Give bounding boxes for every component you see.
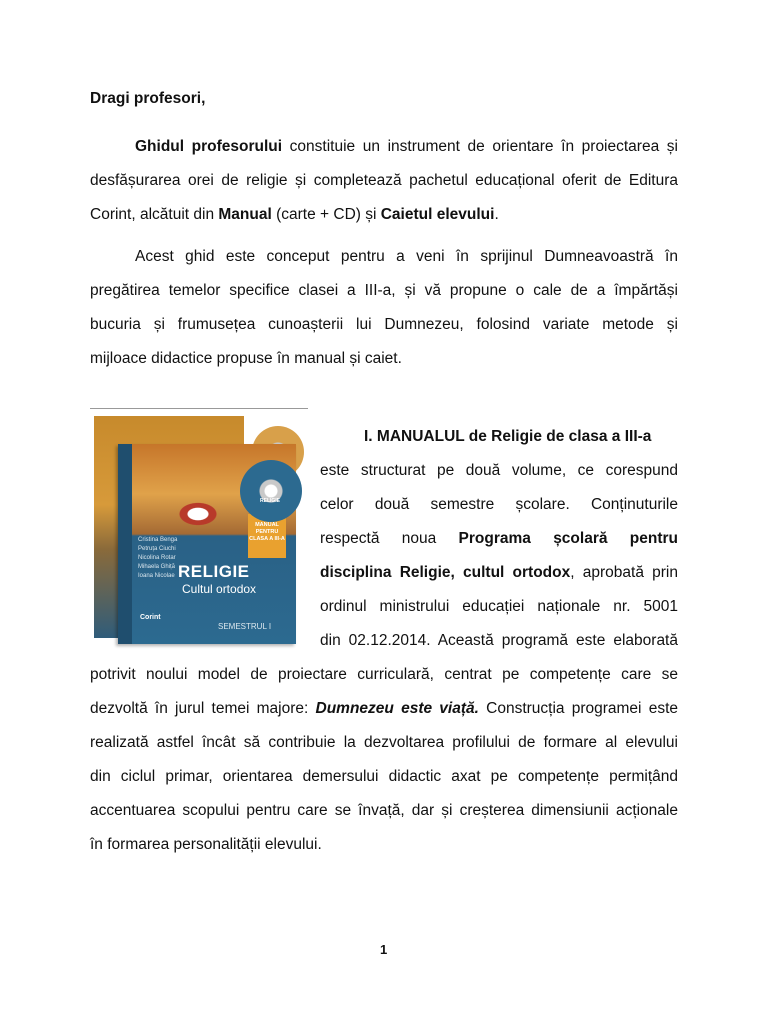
text-span: , aprobată prin: [570, 564, 678, 581]
bold-term: Caietul elevului: [380, 206, 495, 223]
text-span: .: [494, 206, 499, 223]
paragraph-guide: [90, 240, 678, 376]
text-line: accentuarea scopului pentru care se învață, dar și creșterea dimensiunii acționale: [90, 802, 678, 819]
section-text-beside-image: [320, 420, 678, 658]
text-span: (carte + CD) și: [271, 206, 381, 223]
book-badge: MANUAL PENTRU CLASA A III-A: [248, 514, 286, 558]
publisher-logo: Corint: [140, 614, 161, 621]
text-span: Construcția programei este: [478, 700, 678, 717]
text-line: este structurat pe două volume, ce corespund: [320, 462, 678, 479]
bold-term: Ghidul profesorului: [135, 138, 283, 155]
book-title: RELIGIE: [178, 562, 250, 581]
text-span: Corint, alcătuit din: [90, 206, 219, 223]
bold-term: disciplina Religie, cultul ortodox: [320, 564, 571, 581]
textbook-cover-image: [90, 408, 310, 648]
section-heading: [320, 420, 678, 454]
text-line: pregătirea temelor specifice clasei a III-a, și vă propune o cale de a împărtăși: [90, 282, 678, 299]
book-authors: Cristina Benga Petruța Ciuchi Nicolina Rotar Mihaela Ghiță Ioana Nicolae: [138, 537, 178, 579]
book-spine: [118, 444, 132, 644]
text-span: dezvoltă în jurul temei majore:: [90, 700, 316, 717]
bold-term: Programa școlară pentru: [458, 530, 678, 547]
text-line: ordinul ministrului educației naționale nr. 5001: [320, 598, 678, 615]
nativity-icon: [148, 484, 248, 534]
text-line: [90, 130, 678, 164]
text-line: [90, 198, 678, 232]
text-span: respectă noua: [320, 530, 459, 547]
text-line: din ciclul primar, orientarea demersului didactic axat pe competențe permițând: [90, 768, 678, 785]
text-line: [320, 556, 678, 590]
bold-term: I. MANUALUL de Religie de clasa a III-a: [364, 428, 652, 445]
page-number: 1: [380, 942, 388, 957]
text-line: Acest ghid este conceput pentru a veni în sprijinul Dumneavoastră în: [135, 248, 678, 265]
cd-disc-icon: [240, 460, 302, 522]
section-text-full: [90, 658, 678, 862]
text-line: realizată astfel încât să contribuie la dezvoltarea profilului de formare al elevului: [90, 734, 678, 751]
book-semester: SEMESTRUL I: [218, 622, 272, 631]
text-line: în formarea personalității elevului.: [90, 836, 322, 853]
text-line: din 02.12.2014. Această programă este elaborată: [320, 632, 678, 649]
salutation: Dragi profesori,: [90, 90, 206, 107]
text-line: bucuria și frumusețea cunoașterii lui Dumnezeu, folosind variate metode și: [90, 316, 678, 333]
divider: [90, 408, 308, 409]
text-span: constituie un instrument de orientare în proiectarea și: [282, 138, 678, 155]
text-line: celor două semestre școlare. Conținuturile: [320, 496, 678, 513]
paragraph-intro: [90, 130, 678, 232]
text-line: mijloace didactice propuse în manual și caiet.: [90, 350, 402, 367]
emphasis-term: Dumnezeu este viață.: [315, 700, 479, 717]
text-line: desfășurarea orei de religie și completează pachetul educațional oferit de Editura: [90, 172, 678, 189]
book-subtitle: Cultul ortodox: [182, 582, 257, 596]
cd-label: RELIGIE: [260, 498, 281, 504]
bold-term: Manual: [218, 206, 272, 223]
text-line: [90, 692, 678, 726]
text-line: [320, 522, 678, 556]
text-line: potrivit noului model de proiectare curriculară, centrat pe competențe care se: [90, 666, 678, 683]
